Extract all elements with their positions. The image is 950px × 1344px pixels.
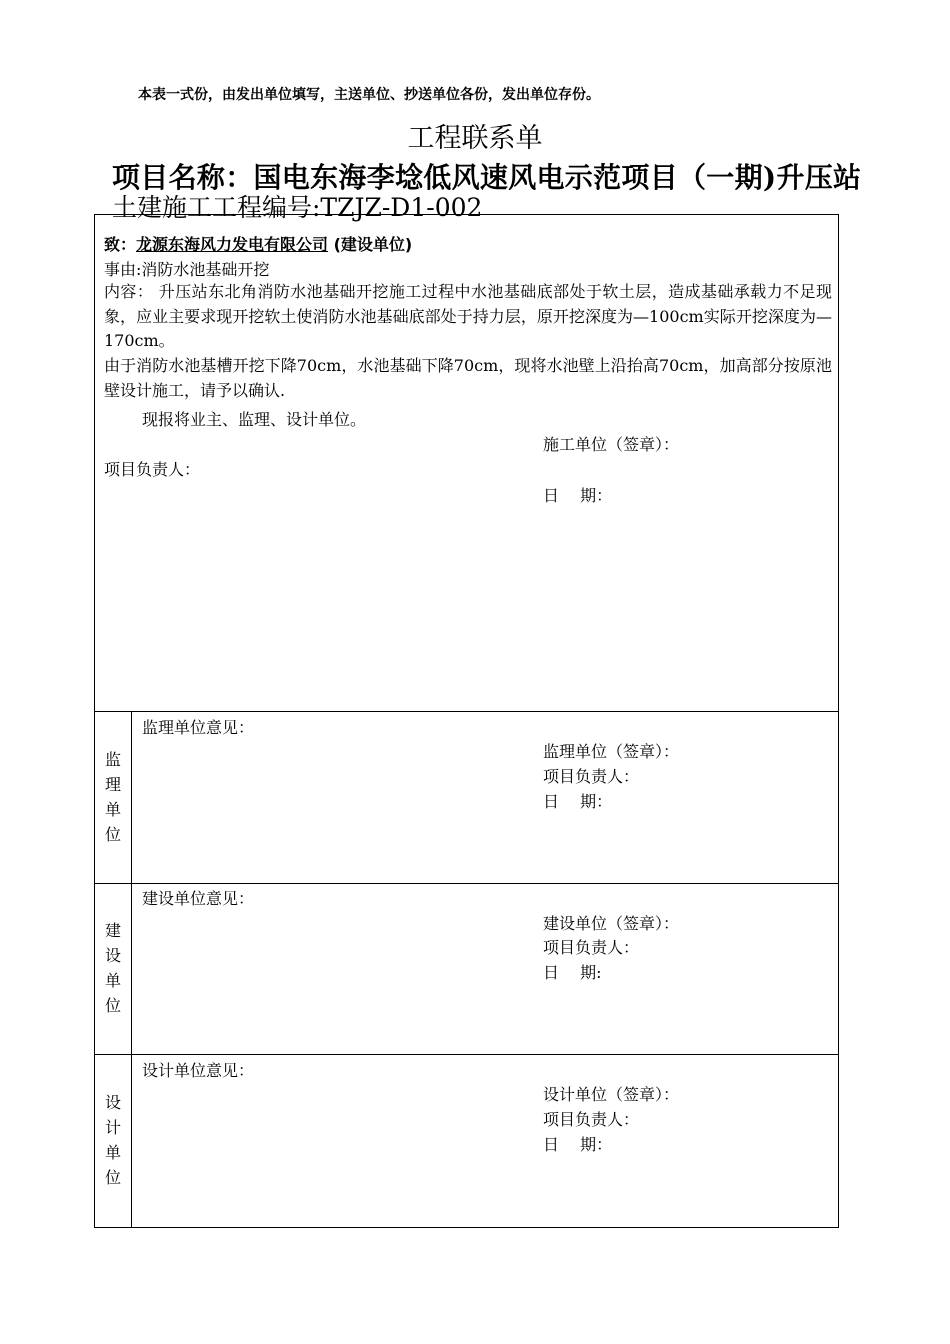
construction-seal-label: 建设单位（签章）： <box>543 914 680 933</box>
construction-manager-label: 项目负责人： <box>543 938 640 957</box>
row-divider-design <box>94 1054 839 1055</box>
subject-line: 事由:消防水池基础开挖 <box>104 260 270 279</box>
row-divider-construction <box>94 883 839 884</box>
report-line: 现报将业主、监理、设计单位。 <box>142 410 367 429</box>
recipient-line <box>104 232 412 255</box>
contractor-seal-label: 施工单位（签章）： <box>543 435 680 454</box>
supervision-opinion-label: 监理单位意见： <box>142 718 255 737</box>
design-date-label: 日 期： <box>543 1135 613 1154</box>
content-paragraph-2: 由于消防水池基槽开挖下降70cm，水池基础下降70cm，现将水池壁上沿抬高70cm，加高部分按原池壁设计施工，请予以确认. <box>104 356 832 400</box>
project-number-line: 土建施工工程编号:TZJZ-D1-002 <box>112 193 483 222</box>
design-opinion-label: 设计单位意见： <box>142 1061 255 1080</box>
project-manager-label: 项目负责人： <box>104 460 201 479</box>
design-seal-label: 设计单位（签章）： <box>543 1085 680 1104</box>
construction-date-label: 日 期: <box>543 963 602 982</box>
form-title: 工程联系单 <box>407 123 543 154</box>
design-manager-label: 项目负责人： <box>543 1110 640 1129</box>
supervision-manager-label: 项目负责人： <box>543 767 640 786</box>
content-paragraph: 内容： 升压站东北角消防水池基础开挖施工过程中水池基础底部处于软土层，造成基础承载力不足现象，应业主要求现开挖软土使消防水池基础底部处于持力层，原开挖深度为—100cm实际开挖深度为—170cm。 <box>104 282 832 350</box>
construction-side-label: 建 设 单 位 <box>104 921 121 1015</box>
supervision-seal-label: 监理单位（签章）： <box>543 742 680 761</box>
supervision-date-label: 日 期： <box>543 792 613 811</box>
recipient-company: 龙源东海风力发电有限公司 <box>136 235 329 254</box>
header-note: 本表一式份，由发出单位填写，主送单位、抄送单位各份，发出单位存份。 <box>138 87 600 103</box>
recipient-role: (建设单位) <box>328 235 413 254</box>
label-column-divider <box>131 711 132 1228</box>
design-side-label: 设 计 单 位 <box>104 1093 121 1187</box>
construction-opinion-label: 建设单位意见： <box>142 889 255 908</box>
supervision-side-label: 监 理 单 位 <box>104 750 121 844</box>
project-name-line: 项目名称：国电东海李埝低风速风电示范项目（一期)升压站 <box>112 161 862 194</box>
recipient-prefix: 致： <box>104 235 137 254</box>
date-label: 日 期： <box>543 486 613 505</box>
row-divider-supervision <box>94 711 839 712</box>
